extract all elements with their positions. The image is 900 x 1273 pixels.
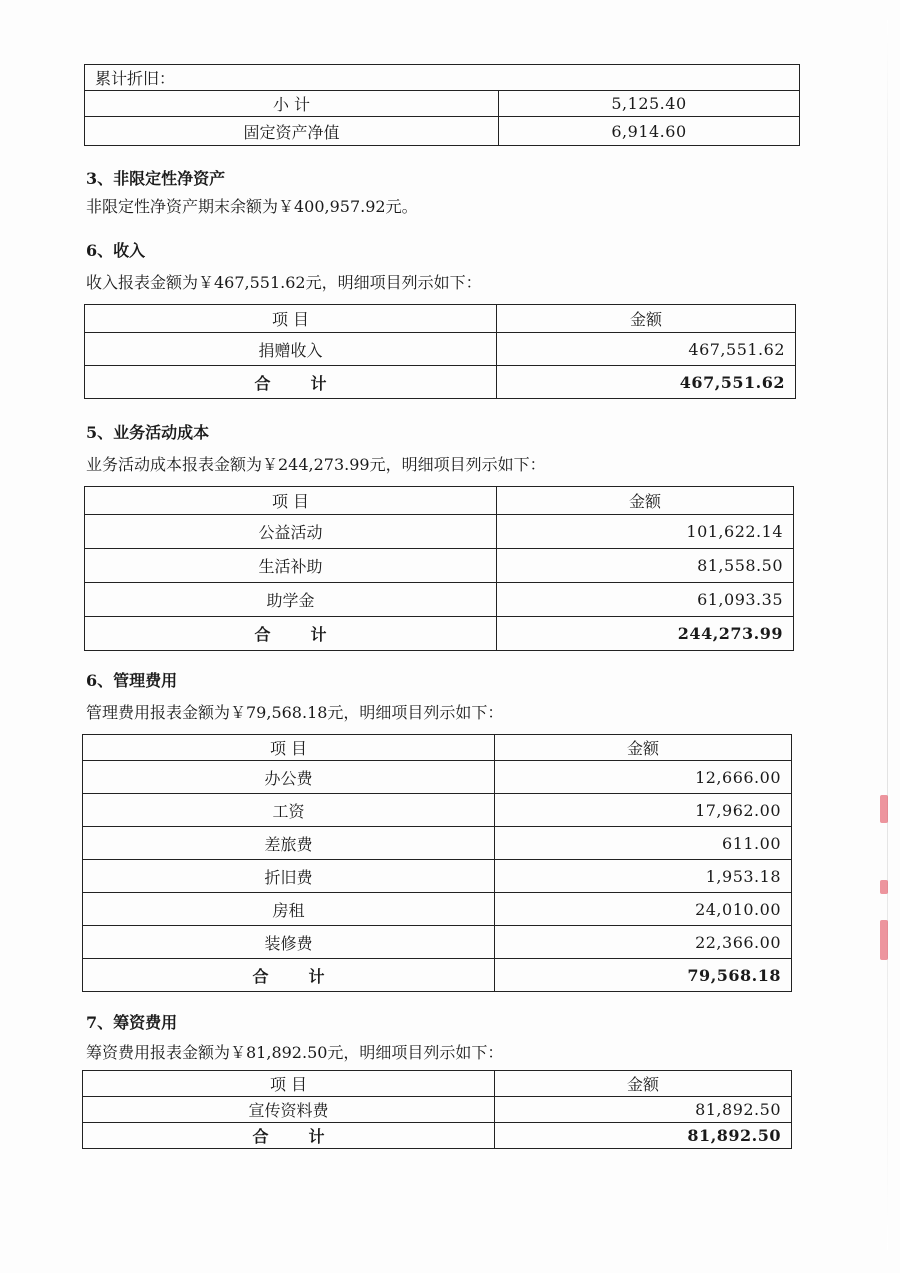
row-label: 宣传资料费 — [83, 1097, 495, 1123]
row-amount: 6,914.60 — [499, 117, 800, 146]
row-label: 差旅费 — [83, 827, 495, 860]
table-total-row — [85, 366, 796, 399]
row-label: 生活补助 — [85, 549, 497, 583]
column-header-item: 项 目 — [83, 735, 495, 761]
section-heading-net-assets: 3、非限定性净资产 — [86, 169, 226, 188]
row-label: 房租 — [83, 893, 495, 926]
row-amount: 81,892.50 — [495, 1097, 792, 1123]
table-total-row — [85, 617, 794, 651]
table-row — [85, 91, 800, 117]
table-header-row — [83, 735, 792, 761]
table-row — [83, 761, 792, 794]
row-amount: 61,093.35 — [497, 583, 794, 617]
column-header-item: 项 目 — [83, 1071, 495, 1097]
section-desc-business-cost: 业务活动成本报表金额为￥244,273.99元，明细项目列示如下： — [86, 455, 546, 474]
row-label: 办公费 — [83, 761, 495, 794]
depreciation-table — [84, 64, 800, 146]
total-label: 合计 — [83, 959, 495, 992]
depreciation-header-cell: 累计折旧： — [85, 65, 800, 91]
table-row — [85, 583, 794, 617]
total-amount: 79,568.18 — [495, 959, 792, 992]
row-label: 小 计 — [85, 91, 499, 117]
total-amount: 467,551.62 — [497, 366, 796, 399]
column-header-item: 项 目 — [85, 305, 497, 333]
row-amount: 611.00 — [495, 827, 792, 860]
table-row — [85, 117, 800, 146]
row-label: 捐赠收入 — [85, 333, 497, 366]
row-amount: 5,125.40 — [499, 91, 800, 117]
total-label: 合计 — [85, 617, 497, 651]
table-total-row — [83, 959, 792, 992]
seal-bleed-mark — [880, 795, 888, 823]
table-row — [83, 926, 792, 959]
total-amount: 244,273.99 — [497, 617, 794, 651]
income-table-section — [84, 304, 796, 399]
section-desc-net-assets: 非限定性净资产期末余额为￥400,957.92元。 — [86, 197, 418, 216]
fundraising-expense-table — [82, 1070, 792, 1149]
section-desc-admin-expense: 管理费用报表金额为￥79,568.18元，明细项目列示如下： — [86, 703, 504, 722]
row-label: 工资 — [83, 794, 495, 827]
table-row — [83, 893, 792, 926]
table-row — [85, 65, 800, 91]
row-amount: 24,010.00 — [495, 893, 792, 926]
business-cost-table-section — [84, 486, 794, 651]
column-header-item: 项 目 — [85, 487, 497, 515]
total-label: 合计 — [83, 1123, 495, 1149]
table-row — [85, 549, 794, 583]
seal-bleed-mark — [880, 920, 888, 960]
row-amount: 467,551.62 — [497, 333, 796, 366]
admin-expense-table — [82, 734, 792, 992]
total-amount: 81,892.50 — [495, 1123, 792, 1149]
table-row — [83, 1097, 792, 1123]
row-amount: 1,953.18 — [495, 860, 792, 893]
row-label: 装修费 — [83, 926, 495, 959]
total-label: 合计 — [85, 366, 497, 399]
section-heading-income: 6、收入 — [86, 241, 146, 260]
table-header-row — [85, 487, 794, 515]
section-desc-fundraising-expense: 筹资费用报表金额为￥81,892.50元，明细项目列示如下： — [86, 1043, 504, 1062]
column-header-amount: 金额 — [495, 735, 792, 761]
admin-expense-table-section — [82, 734, 792, 992]
table-header-row — [83, 1071, 792, 1097]
business-cost-table — [84, 486, 794, 651]
section-heading-fundraising-expense: 7、筹资费用 — [86, 1013, 178, 1032]
column-header-amount: 金额 — [497, 487, 794, 515]
seal-bleed-mark — [880, 880, 888, 894]
row-amount: 81,558.50 — [497, 549, 794, 583]
row-amount: 12,666.00 — [495, 761, 792, 794]
table-header-row — [85, 305, 796, 333]
row-label: 折旧费 — [83, 860, 495, 893]
income-table — [84, 304, 796, 399]
row-label: 公益活动 — [85, 515, 497, 549]
row-amount: 22,366.00 — [495, 926, 792, 959]
table-row — [83, 794, 792, 827]
section-heading-admin-expense: 6、管理费用 — [86, 671, 178, 690]
table-row — [85, 515, 794, 549]
table-total-row — [83, 1123, 792, 1149]
row-amount: 101,622.14 — [497, 515, 794, 549]
column-header-amount: 金额 — [497, 305, 796, 333]
column-header-amount: 金额 — [495, 1071, 792, 1097]
row-amount: 17,962.00 — [495, 794, 792, 827]
table-row — [83, 827, 792, 860]
depreciation-table-section — [84, 64, 800, 146]
table-row — [83, 860, 792, 893]
row-label: 助学金 — [85, 583, 497, 617]
scan-edge-artifact — [887, 20, 888, 1250]
section-heading-business-cost: 5、业务活动成本 — [86, 423, 210, 442]
fundraising-expense-table-section — [82, 1070, 792, 1149]
row-label: 固定资产净值 — [85, 117, 499, 146]
section-desc-income: 收入报表金额为￥467,551.62元，明细项目列示如下： — [86, 273, 482, 292]
table-row — [85, 333, 796, 366]
